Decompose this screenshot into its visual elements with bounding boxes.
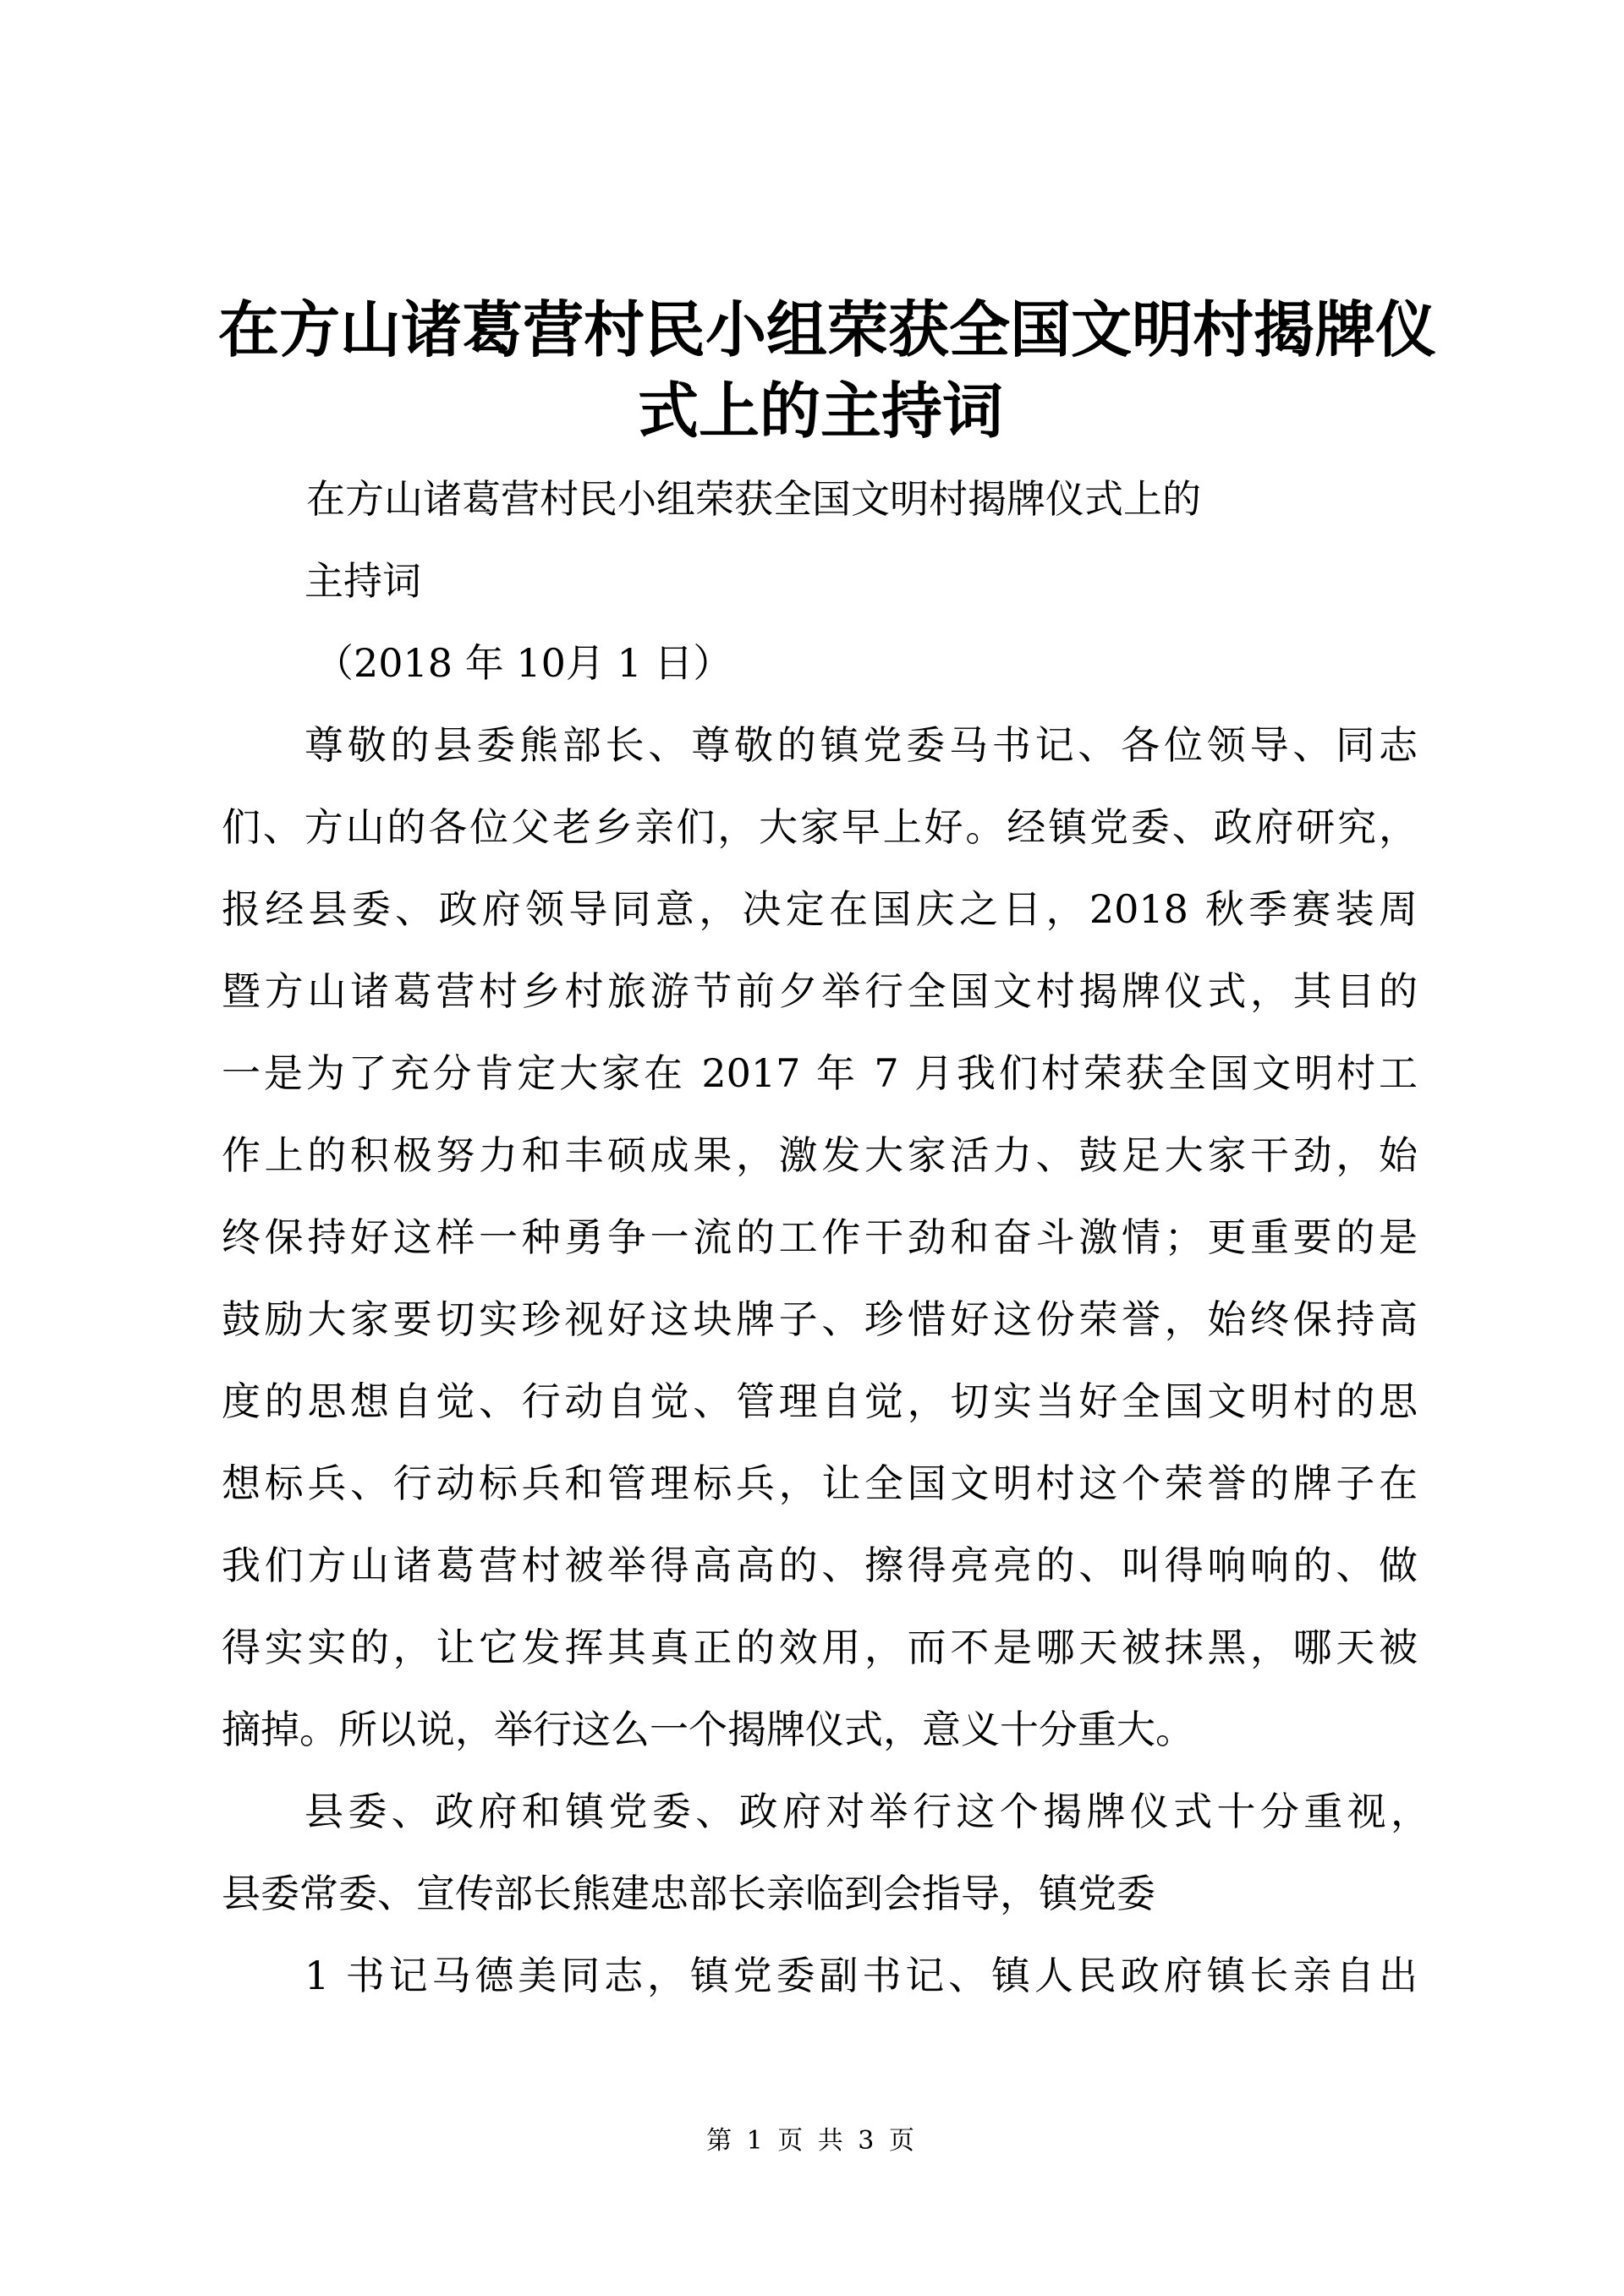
body-line: 我们方山诸葛营村被举得高高的、擦得亮亮的、叫得响响的、做 [222, 1543, 1418, 1588]
body-line: 得实实的，让它发挥其真正的效用，而不是哪天被抹黑，哪天被 [222, 1625, 1418, 1670]
body-line: 鼓励大家要切实珍视好这块牌子、珍惜好这份荣誉，始终保持高 [222, 1296, 1418, 1342]
body-line: 暨方山诸葛营村乡村旅游节前夕举行全国文村揭牌仪式，其目的 [222, 968, 1418, 1014]
subtitle-line-2: 主持词 [304, 558, 421, 604]
body-line: 作上的积极努力和丰硕成果，激发大家活力、鼓足大家干劲，始 [222, 1132, 1418, 1178]
body-line: 度的思想自觉、行动自觉、管理自觉，切实当好全国文明村的思 [222, 1378, 1418, 1424]
body-line: 县委常委、宣传部长熊建忠部长亲临到会指导，镇党委 [222, 1871, 1155, 1916]
page-number-footer: 第 1 页 共 3 页 [706, 2126, 918, 2156]
document-date: （2018 年 10月 1 日） [315, 640, 732, 686]
body-line: 们、方山的各位父老乡亲们，大家早上好。经镇党委、政府研究， [222, 804, 1418, 850]
body-line: 报经县委、政府领导同意，决定在国庆之日，2018 秋季赛装周 [222, 886, 1418, 932]
body-line: 摘掉。所以说，举行这么一个揭牌仪式，意义十分重大。 [222, 1707, 1194, 1752]
body-line: 一是为了充分肯定大家在 2017 年 7 月我们村荣获全国文明村工 [222, 1050, 1418, 1096]
body-line: 想标兵、行动标兵和管理标兵，让全国文明村这个荣誉的牌子在 [222, 1460, 1418, 1506]
document-title-line-1: 在方山诸葛营村民小组荣获全国文明村揭牌仪 [218, 293, 1437, 365]
subtitle-line-1: 在方山诸葛营村民小组荣获全国文明村揭牌仪式上的 [306, 476, 1201, 522]
body-line: 终保持好这样一种勇争一流的工作干劲和奋斗激情；更重要的是 [222, 1214, 1418, 1260]
body-line: 县委、政府和镇党委、政府对举行这个揭牌仪式十分重视， [304, 1789, 1429, 1834]
document-title-line-2: 式上的主持词 [637, 375, 1003, 447]
body-line: 尊敬的县委熊部长、尊敬的镇党委马书记、各位领导、同志 [304, 722, 1418, 768]
body-line: 1 书记马德美同志，镇党委副书记、镇人民政府镇长亲自出 [304, 1953, 1418, 1998]
